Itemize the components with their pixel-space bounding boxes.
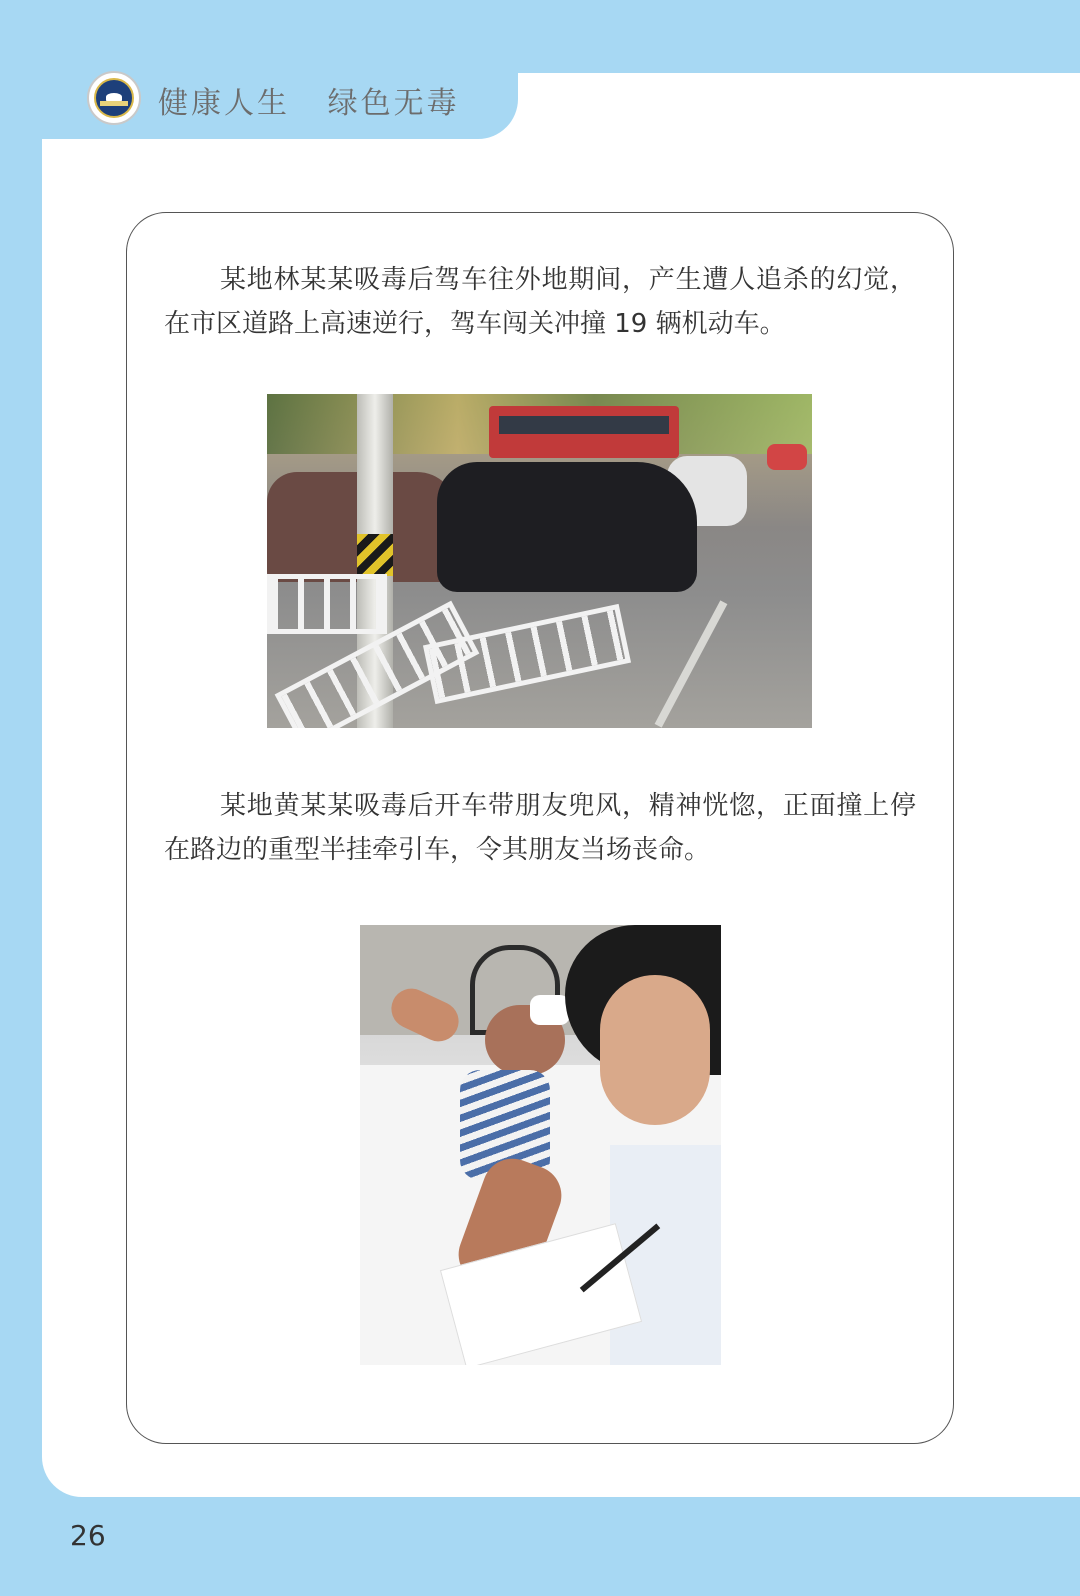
paragraph-second-case: 某地黄某某吸毒后开车带朋友兜风，精神恍惚，正面撞上停在路边的重型半挂牵引车，令其朋友当场丧命。 — [164, 791, 916, 865]
officer-face — [600, 975, 710, 1125]
eagle-icon — [106, 93, 122, 101]
header-title: 健康人生 绿色无毒 — [158, 86, 460, 121]
paragraph-first-case: 某地林某某吸毒后驾车往外地期间，产生遭人追杀的幻觉，在市区道路上高速逆行，驾车闯关冲撞 19 辆机动车。 — [164, 265, 916, 339]
wrecked-black-car — [437, 462, 697, 592]
hospital-bed-photo — [360, 925, 721, 1365]
road-marking — [655, 600, 728, 727]
guardrail — [267, 574, 387, 634]
red-car — [767, 444, 807, 470]
pole-warning-stripes — [357, 534, 393, 576]
logo-band — [100, 101, 128, 106]
head-bandage — [530, 995, 570, 1025]
page-number: 26 — [70, 1519, 106, 1552]
logo-inner-circle — [94, 78, 134, 118]
red-bus — [489, 406, 679, 458]
crash-scene-photo — [267, 394, 812, 728]
logo-emblem — [87, 71, 141, 125]
